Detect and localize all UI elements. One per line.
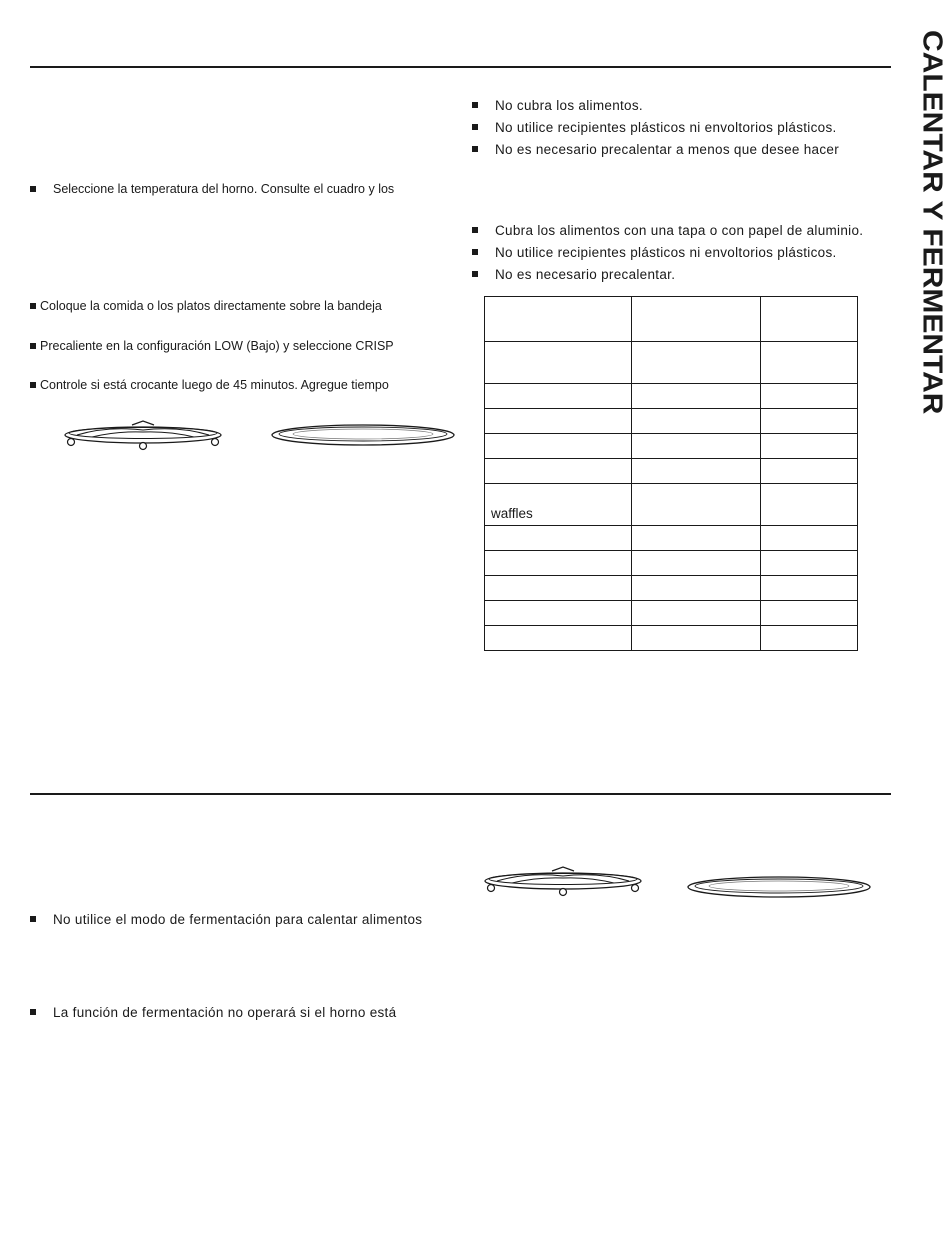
table-cell <box>761 342 858 384</box>
table-cell <box>632 484 761 526</box>
table-row <box>485 342 858 384</box>
bullet-square-icon <box>472 249 478 255</box>
bullet-proof-no-heat <box>30 912 422 928</box>
bullet-preheat <box>30 338 394 354</box>
table-cell: waffles <box>485 484 632 526</box>
table-row <box>485 576 858 601</box>
table-row <box>485 626 858 651</box>
table-row <box>485 459 858 484</box>
table-cell <box>761 434 858 459</box>
bullet-text: Controle si está crocante luego de 45 minutos. Agregue tiempo <box>40 378 389 392</box>
oven-tray-icon <box>686 874 872 900</box>
bullet-square-icon <box>472 146 478 152</box>
table-cell <box>632 601 761 626</box>
bullet-square-icon <box>30 916 36 922</box>
table-cell <box>632 576 761 601</box>
bullet-square-icon <box>472 271 478 277</box>
table-cell <box>761 297 858 342</box>
table-cell <box>761 459 858 484</box>
table-cell <box>761 626 858 651</box>
bullet-square-icon <box>30 343 36 349</box>
table-cell <box>761 576 858 601</box>
bullet-text: No cubra los alimentos. <box>495 98 643 113</box>
table-cell <box>632 626 761 651</box>
table-cell <box>761 526 858 551</box>
table-cell <box>761 384 858 409</box>
bullet-text: No utilice el modo de fermentación para calentar alimentos <box>53 912 423 927</box>
table-cell <box>761 484 858 526</box>
table-row <box>485 484 858 526</box>
table-cell <box>485 434 632 459</box>
table-cell <box>632 526 761 551</box>
table-cell <box>632 342 761 384</box>
side-section-title: CALENTAR Y FERMENTAR <box>916 30 948 415</box>
bullet-text: Seleccione la temperatura del horno. Consulte el cuadro y los <box>53 182 395 196</box>
table-cell <box>485 551 632 576</box>
table-cell <box>632 459 761 484</box>
bullet-square-icon <box>30 1009 36 1015</box>
table-cell <box>761 601 858 626</box>
table-cell <box>632 297 761 342</box>
table-cell <box>485 342 632 384</box>
bullet-no-plastic-2 <box>472 245 837 261</box>
oven-rack-icon <box>482 866 644 898</box>
bullet-text: La función de fermentación no operará si el horno está <box>53 1005 397 1020</box>
bullet-text: No es necesario precalentar. <box>495 267 676 282</box>
table-cell <box>485 576 632 601</box>
table-cell <box>632 384 761 409</box>
bullet-text: No utilice recipientes plásticos ni envoltorios plásticos. <box>495 120 837 135</box>
reheat-table <box>484 296 858 651</box>
table-cell <box>485 601 632 626</box>
table-cell <box>632 551 761 576</box>
table-cell <box>485 384 632 409</box>
bullet-text: Precaliente en la configuración LOW (Bajo) y seleccione CRISP <box>40 339 394 353</box>
table-cell <box>761 551 858 576</box>
bullet-square-icon <box>472 102 478 108</box>
table-cell <box>485 526 632 551</box>
table-row <box>485 526 858 551</box>
table-cell <box>761 409 858 434</box>
table-cell <box>485 626 632 651</box>
bullet-text: Coloque la comida o los platos directamente sobre la bandeja <box>40 299 382 313</box>
bullet-place-food <box>30 298 382 314</box>
table-row <box>485 297 858 342</box>
table-cell <box>485 409 632 434</box>
bullet-check-crisp <box>30 377 389 393</box>
bullet-square-icon <box>30 186 36 192</box>
bullet-square-icon <box>30 303 36 309</box>
table-row <box>485 434 858 459</box>
bullet-square-icon <box>472 124 478 130</box>
bullet-no-cover <box>472 98 643 114</box>
bullet-square-icon <box>30 382 36 388</box>
top-rule <box>30 66 891 68</box>
table-cell <box>632 409 761 434</box>
bullet-no-preheat <box>472 267 675 283</box>
table-cell <box>632 434 761 459</box>
table-row <box>485 601 858 626</box>
bullet-no-preheat-unless <box>472 142 839 158</box>
oven-tray-icon <box>270 422 456 448</box>
bullet-text: Cubra los alimentos con una tapa o con papel de aluminio. <box>495 223 864 238</box>
bullet-text: No es necesario precalentar a menos que desee hacer <box>495 142 839 157</box>
bullet-proof-no-operate <box>30 1005 396 1021</box>
bullet-select-temperature <box>30 181 394 197</box>
bullet-square-icon <box>472 227 478 233</box>
bullet-no-plastic <box>472 120 837 136</box>
oven-rack-icon <box>62 420 224 452</box>
bullet-text: No utilice recipientes plásticos ni envoltorios plásticos. <box>495 245 837 260</box>
table-cell <box>485 459 632 484</box>
section-rule <box>30 793 891 795</box>
table-cell <box>485 297 632 342</box>
bullet-cover-food <box>472 223 863 239</box>
table-row <box>485 409 858 434</box>
table-row <box>485 551 858 576</box>
table-row <box>485 384 858 409</box>
